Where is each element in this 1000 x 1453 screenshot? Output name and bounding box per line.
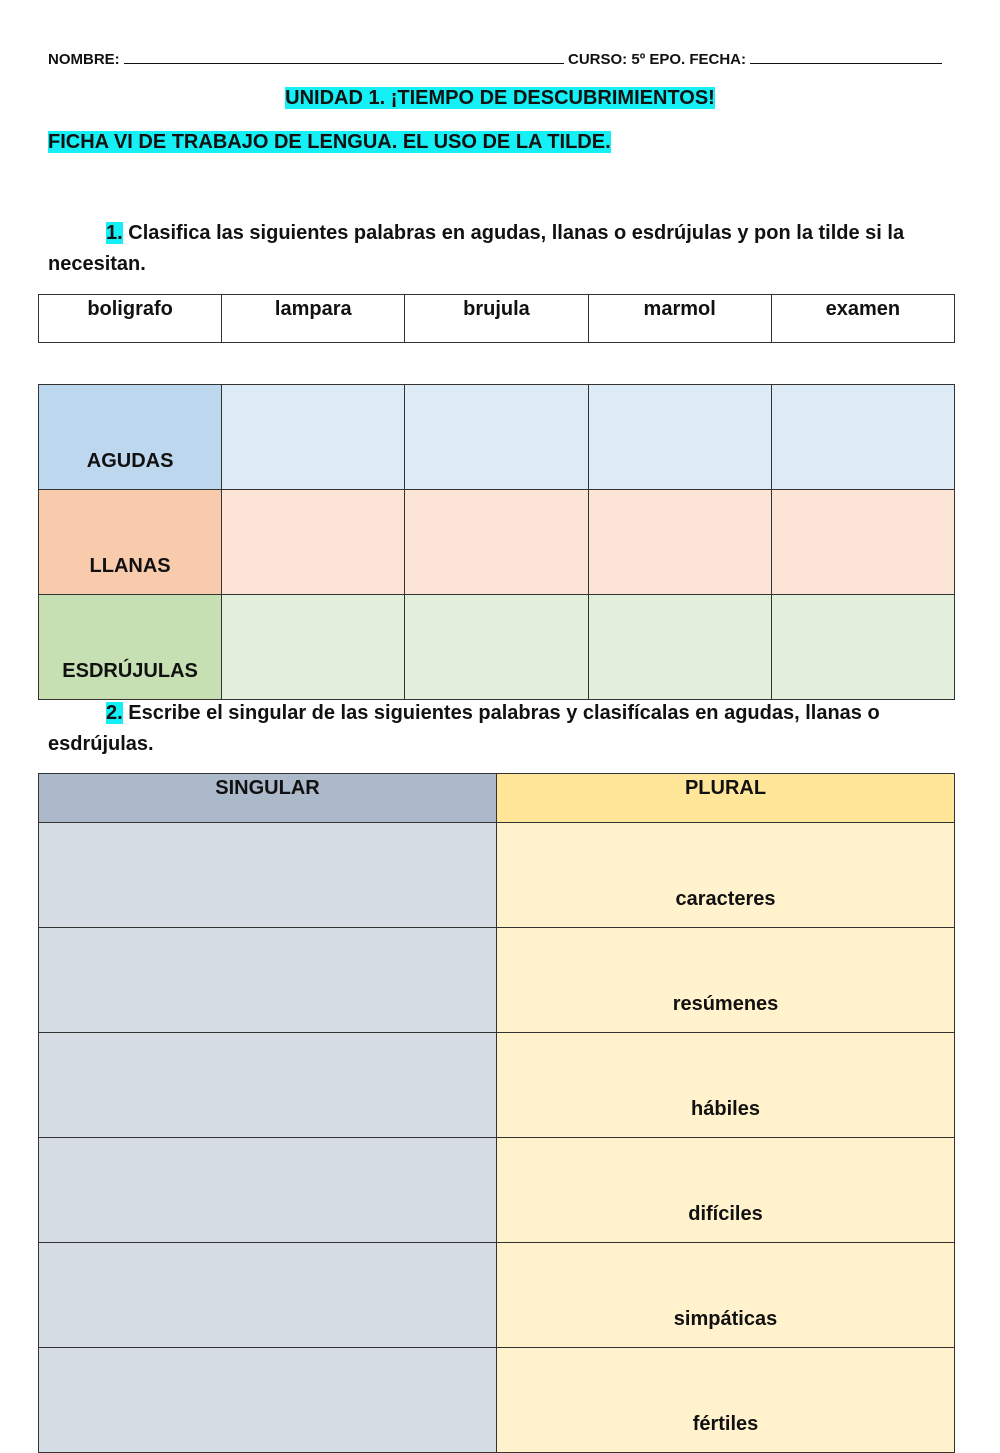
singular-answer-cell[interactable] [39, 1033, 497, 1138]
worksheet-title: FICHA VI DE TRABAJO DE LENGUA. EL USO DE LA TILDE. [48, 131, 611, 153]
answer-cell[interactable] [222, 385, 405, 490]
answer-cell[interactable] [222, 490, 405, 595]
plural-word-cell: simpáticas [497, 1243, 955, 1348]
answer-cell[interactable] [771, 490, 954, 595]
singular-answer-cell[interactable] [39, 1348, 497, 1453]
row-header-esdrujulas: ESDRÚJULAS [39, 595, 222, 700]
answer-cell[interactable] [222, 595, 405, 700]
singular-answer-cell[interactable] [39, 1138, 497, 1243]
plural-word-cell: caracteres [497, 823, 955, 928]
exercise-2-number: 2. [106, 702, 123, 724]
exercise-1-word-table [38, 294, 955, 343]
answer-cell[interactable] [588, 595, 771, 700]
nombre-label: NOMBRE: [48, 51, 120, 68]
exercise-1-instruction: 1. Clasifica las siguientes palabras en agudas, llanas o esdrújulas y pon la tilde si la necesitan. [48, 222, 905, 275]
answer-cell[interactable] [771, 595, 954, 700]
word-cell: lampara [222, 295, 405, 343]
singular-answer-cell[interactable] [39, 928, 497, 1033]
plural-word-cell: difíciles [497, 1138, 955, 1243]
exercise-1-classification-table [38, 384, 955, 700]
plural-word-cell: fértiles [497, 1348, 955, 1453]
unit-title: UNIDAD 1. ¡TIEMPO DE DESCUBRIMIENTOS! [285, 87, 715, 109]
answer-cell[interactable] [405, 490, 588, 595]
exercise-1-number: 1. [106, 222, 123, 244]
student-header [48, 49, 952, 68]
exercise-2-instruction: 2. Escribe el singular de las siguientes palabras y clasifícalas en agudas, llanas o esdrújulas. [48, 702, 880, 755]
word-cell: examen [771, 295, 954, 343]
plural-word-cell: resúmenes [497, 928, 955, 1033]
nombre-blank[interactable] [124, 49, 564, 64]
answer-cell[interactable] [588, 490, 771, 595]
answer-cell[interactable] [405, 385, 588, 490]
singular-column-header: SINGULAR [39, 774, 497, 823]
answer-cell[interactable] [405, 595, 588, 700]
answer-cell[interactable] [588, 385, 771, 490]
answer-cell[interactable] [771, 385, 954, 490]
plural-column-header: PLURAL [497, 774, 955, 823]
word-cell: marmol [588, 295, 771, 343]
exercise-2-singular-plural-table [38, 773, 955, 1453]
row-header-agudas: AGUDAS [39, 385, 222, 490]
word-cell: boligrafo [39, 295, 222, 343]
row-header-llanas: LLANAS [39, 490, 222, 595]
singular-answer-cell[interactable] [39, 1243, 497, 1348]
word-cell: brujula [405, 295, 588, 343]
singular-answer-cell[interactable] [39, 823, 497, 928]
fecha-blank[interactable] [750, 49, 942, 64]
plural-word-cell: hábiles [497, 1033, 955, 1138]
curso-fecha-label: CURSO: 5º EPO. FECHA: [568, 51, 747, 68]
